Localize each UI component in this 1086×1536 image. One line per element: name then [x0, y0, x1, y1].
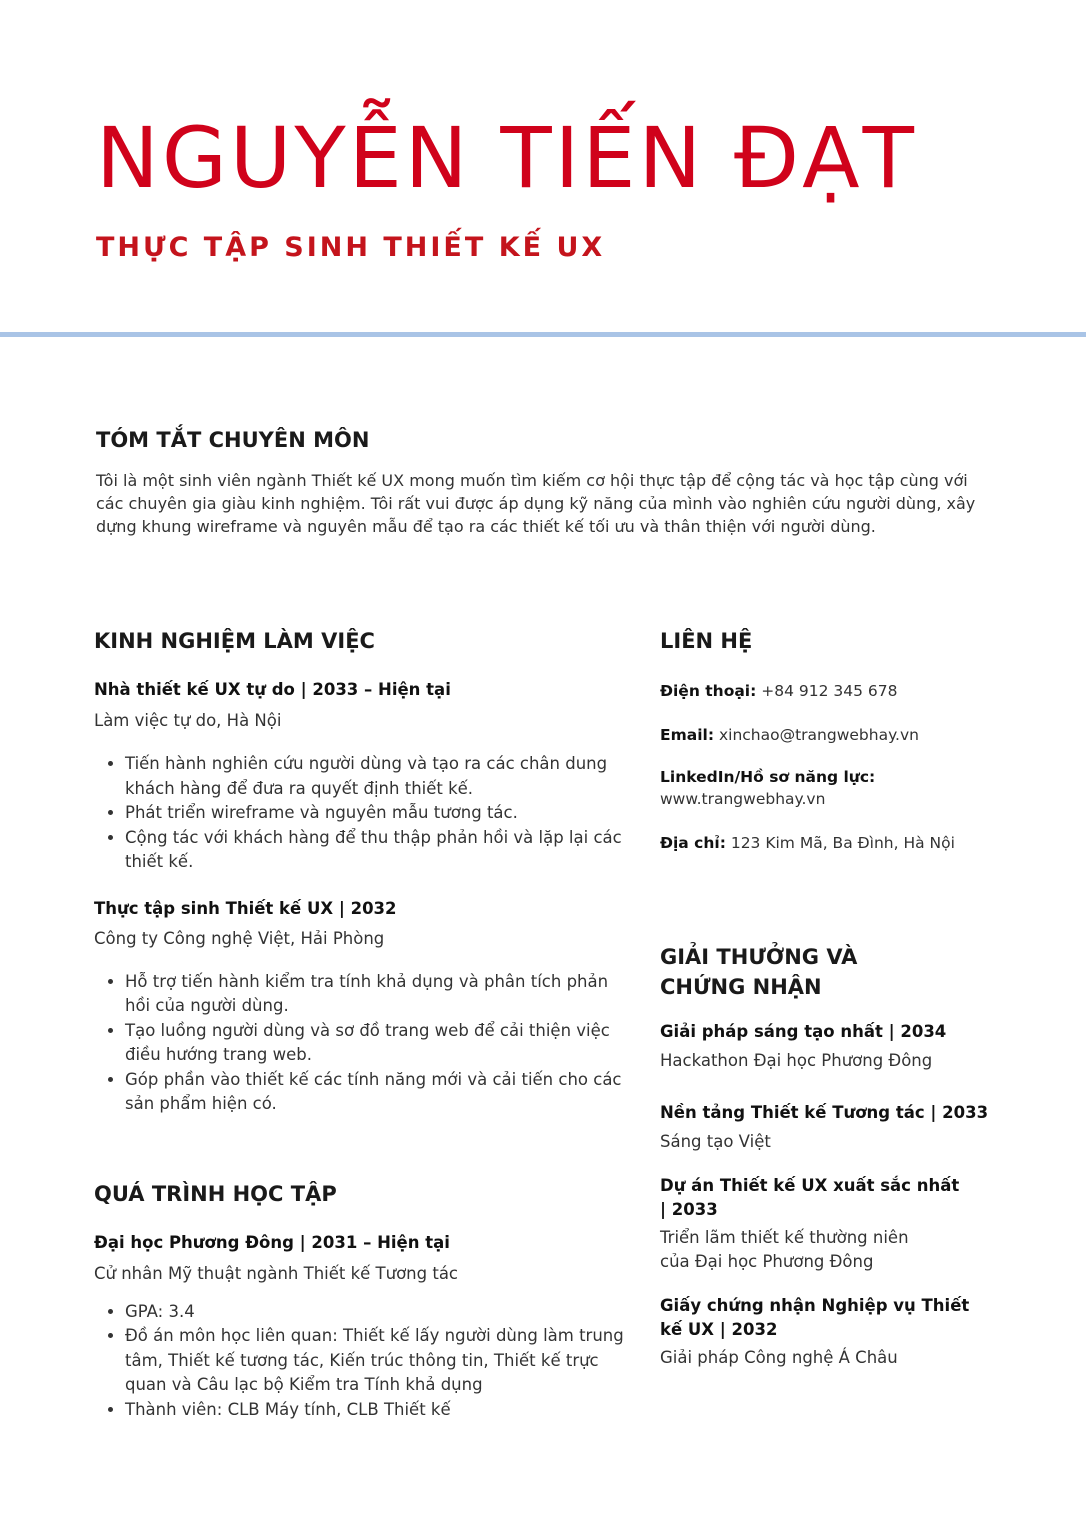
summary-heading: TÓM TẮT CHUYÊN MÔN [96, 428, 370, 452]
award-item [660, 1020, 1020, 1073]
list-item: • Đồ án môn học liên quan: Thiết kế lấy người dùng làm trung tâm, Thiết kế tương tác, Kiến trúc thông tin, Thiết kế trực quan và Câu lạc bộ Kiểm tra Tính khả dụng [125, 1324, 634, 1398]
award-org: Giải pháp Công nghệ Á Châu [660, 1348, 898, 1367]
award-org: Triển lãm thiết kế thường niên của Đại học Phương Đông [660, 1228, 909, 1271]
award-org: Sáng tạo Việt [660, 1132, 771, 1151]
list-item: • Thành viên: CLB Máy tính, CLB Thiết kế [125, 1398, 634, 1423]
job-title-line: Thực tập sinh Thiết kế UX | 2032 [94, 898, 397, 918]
contact-heading: LIÊN HỆ [660, 629, 753, 653]
left-column [94, 626, 634, 1422]
list-item: • Cộng tác với khách hàng để thu thập phản hồi và lặp lại các thiết kế. [125, 826, 634, 875]
contact-linkedin [660, 766, 1020, 810]
phone-label: Điện thoại: [660, 682, 757, 700]
summary-text: Tôi là một sinh viên ngành Thiết kế UX mong muốn tìm kiếm cơ hội thực tập để cộng tác và học tập cùng với các chuyên gia giàu kinh nghiệm. Tôi rất vui được áp dụng kỹ năng của mình vào nghiên cứu người dùng, xây dựng khung wireframe và nguyên mẫu để tạo ra các thiết kế tối ưu và thân thiện với người dùng. [96, 471, 976, 536]
awards-heading: GIẢI THƯỞNG VÀ CHỨNG NHẬN [660, 945, 858, 999]
right-column [660, 626, 1020, 1370]
list-item: • Góp phần vào thiết kế các tính năng mới và cải tiến cho các sản phẩm hiện có. [125, 1068, 634, 1117]
address-value: 123 Kim Mã, Ba Đình, Hà Nội [730, 834, 955, 852]
contact-email [660, 724, 1020, 746]
award-title: Giải pháp sáng tạo nhất | 2034 [660, 1022, 947, 1041]
list-item: • Tạo luồng người dùng và sơ đồ trang web để cải thiện việc điều hướng trang web. [125, 1019, 634, 1068]
award-title: Giấy chứng nhận Nghiệp vụ Thiết kế UX | 2032 [660, 1296, 970, 1339]
header-divider [0, 332, 1086, 337]
summary-section [96, 425, 976, 538]
education-school: Đại học Phương Đông | 2031 – Hiện tại [94, 1232, 450, 1252]
award-title: Dự án Thiết kế UX xuất sắc nhất | 2033 [660, 1176, 960, 1219]
award-title: Nền tảng Thiết kế Tương tác | 2033 [660, 1103, 989, 1122]
job-entry [94, 678, 634, 875]
job-bullets [94, 752, 634, 875]
education-heading: QUÁ TRÌNH HỌC TẬP [94, 1181, 337, 1206]
list-item: • Hỗ trợ tiến hành kiểm tra tính khả dụng và phân tích phản hồi của người dùng. [125, 970, 634, 1019]
email-value: xinchao@trangwebhay.vn [718, 726, 919, 744]
contact-phone [660, 680, 1020, 702]
job-place: Công ty Công nghệ Việt, Hải Phòng [94, 928, 385, 948]
education-entry [94, 1231, 634, 1423]
job-bullets [94, 970, 634, 1117]
job-entry [94, 897, 634, 1117]
candidate-name: NGUYỄN TIẾN ĐẠT [96, 109, 917, 207]
award-org: Hackathon Đại học Phương Đông [660, 1051, 933, 1070]
address-label: Địa chỉ: [660, 834, 726, 852]
list-item: • Phát triển wireframe và nguyên mẫu tương tác. [125, 801, 634, 826]
award-item [660, 1174, 1020, 1274]
award-item [660, 1294, 1020, 1370]
list-item: • Tiến hành nghiên cứu người dùng và tạo ra các chân dung khách hàng để đưa ra quyết định thiết kế. [125, 752, 634, 801]
education-bullets [94, 1300, 634, 1423]
job-title: THỰC TẬP SINH THIẾT KẾ UX [96, 232, 606, 263]
award-item [660, 1101, 1020, 1154]
job-place: Làm việc tự do, Hà Nội [94, 711, 282, 730]
education-degree: Cử nhân Mỹ thuật ngành Thiết kế Tương tác [94, 1263, 459, 1283]
experience-heading: KINH NGHIỆM LÀM VIỆC [94, 629, 375, 653]
job-title-line: Nhà thiết kế UX tự do | 2033 – Hiện tại [94, 680, 451, 699]
linkedin-label: LinkedIn/Hồ sơ năng lực: [660, 768, 876, 786]
list-item: • GPA: 3.4 [125, 1300, 634, 1325]
email-label: Email: [660, 726, 715, 744]
contact-address [660, 832, 1020, 854]
linkedin-value: www.trangwebhay.vn [660, 790, 826, 808]
phone-value: +84 912 345 678 [761, 682, 898, 700]
